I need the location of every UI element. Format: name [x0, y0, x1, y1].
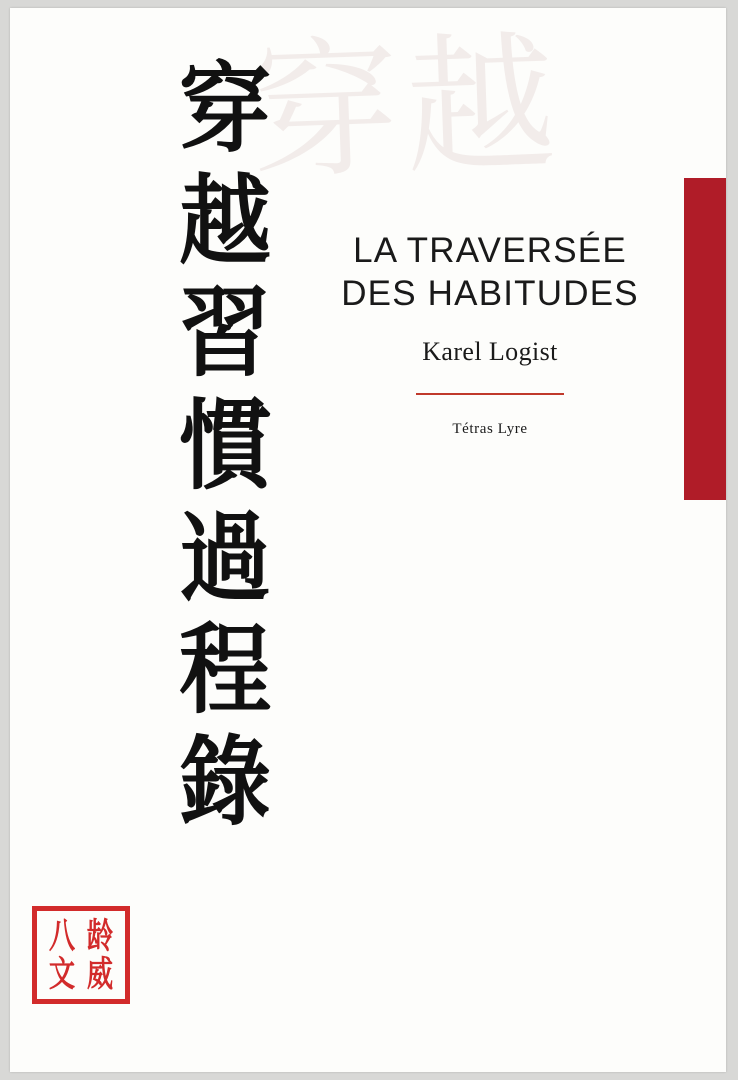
calligraphy-column [160, 54, 290, 840]
calligraphy-glyph: 程 [178, 613, 271, 728]
seal-character: 文 [48, 953, 76, 995]
author-name: Karel Logist [422, 337, 558, 367]
seal-characters [43, 917, 119, 993]
seal-character: 威 [86, 953, 114, 995]
seal-character: 八 [48, 915, 76, 957]
seal-stamp-icon [32, 906, 130, 1004]
calligraphy-glyph: 錄 [178, 726, 271, 840]
calligraphy-glyph: 穿 [178, 52, 271, 167]
title-block [310, 230, 670, 438]
book-cover [10, 8, 726, 1072]
publisher-name: Tétras Lyre [452, 421, 528, 438]
book-title-line-2: DES HABITUDES [341, 273, 639, 313]
calligraphy-glyph: 過 [178, 501, 271, 616]
book-title-line-1: LA TRAVERSÉE [353, 231, 627, 270]
seal-character: 龄 [86, 915, 114, 957]
book-title [310, 230, 670, 315]
title-divider [416, 393, 564, 395]
calligraphy-glyph: 越 [178, 164, 271, 279]
red-accent-band [684, 178, 726, 500]
calligraphy-glyph: 習 [178, 277, 271, 391]
calligraphy-glyph: 慣 [178, 389, 271, 503]
ghost-calligraphy-watermark: 穿越 [246, 16, 565, 202]
